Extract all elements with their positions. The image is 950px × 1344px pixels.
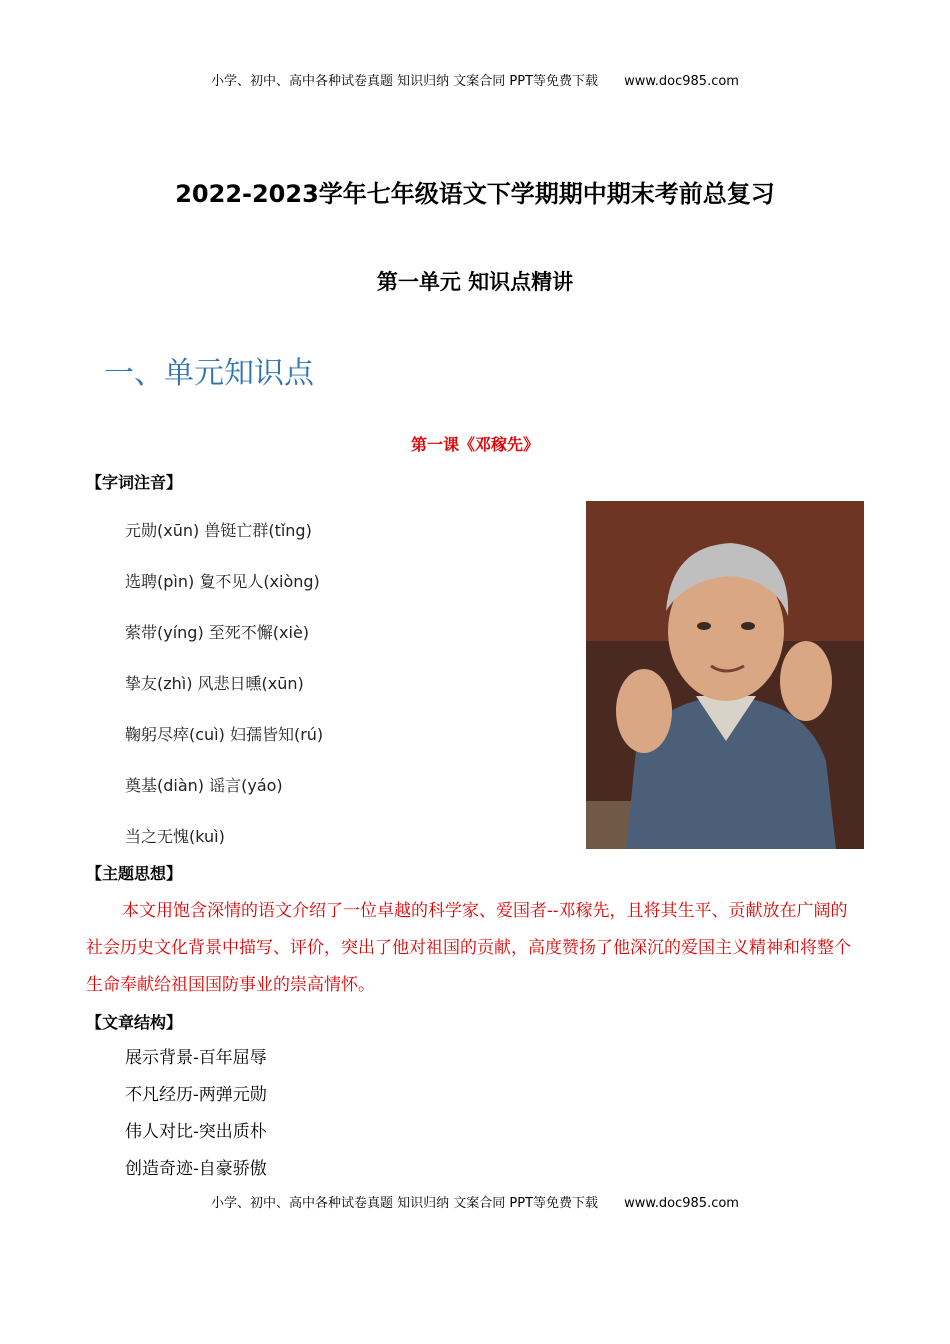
word-item: 挚友(zhì) 风悲日曛(xūn) (125, 674, 304, 693)
page-footer (0, 1192, 950, 1211)
portrait-illustration (586, 501, 864, 849)
structure-item: 展示背景-百年屈辱 (125, 1048, 267, 1068)
label-theme: 【主题思想】 (86, 864, 183, 883)
structure-item: 创造奇迹-自豪骄傲 (125, 1159, 267, 1179)
theme-paragraph: 本文用饱含深情的语文介绍了一位卓越的科学家、爱国者--邓稼先，且将其生平、贡献放在广阔的社会历史文化背景中描写、评价，突出了他对祖国的贡献，高度赞扬了他深沉的爱国主义精神和将整个生命奉献给祖国国防事业的崇高情怀。 (86, 901, 851, 995)
section-heading: 一、单元知识点 (104, 356, 314, 391)
document-title: 2022-2023学年七年级语文下学期期中期末考前总复习 (175, 180, 775, 208)
structure-item: 不凡经历-两弹元勋 (125, 1085, 267, 1105)
word-item: 奠基(diàn) 谣言(yáo) (125, 776, 283, 795)
label-pronunciation: 【字词注音】 (86, 473, 183, 492)
header-url[interactable]: www.doc985.com (624, 74, 739, 89)
word-item: 选聘(pìn) 夐不见人(xiòng) (125, 572, 320, 591)
structure-item: 伟人对比-突出质朴 (125, 1122, 267, 1142)
header-text: 小学、初中、高中各种试卷真题 知识归纳 文案合同 PPT等免费下载 (211, 74, 599, 89)
word-item: 当之无愧(kuì) (125, 827, 225, 846)
footer-text: 小学、初中、高中各种试卷真题 知识归纳 文案合同 PPT等免费下载 (211, 1196, 599, 1211)
word-item: 萦带(yíng) 至死不懈(xiè) (125, 623, 310, 642)
label-structure: 【文章结构】 (86, 1013, 183, 1032)
word-item: 元勋(xūn) 兽铤亡群(tǐng) (125, 521, 312, 540)
word-list (125, 518, 323, 875)
page-header (0, 70, 950, 89)
portrait-photo (586, 501, 864, 849)
lesson-title: 第一课《邓稼先》 (410, 435, 539, 454)
word-item: 鞠躬尽瘁(cuì) 妇孺皆知(rú) (125, 725, 324, 744)
document-subtitle: 第一单元 知识点精讲 (376, 270, 574, 294)
footer-url[interactable]: www.doc985.com (624, 1196, 739, 1211)
structure-list (125, 1043, 267, 1191)
